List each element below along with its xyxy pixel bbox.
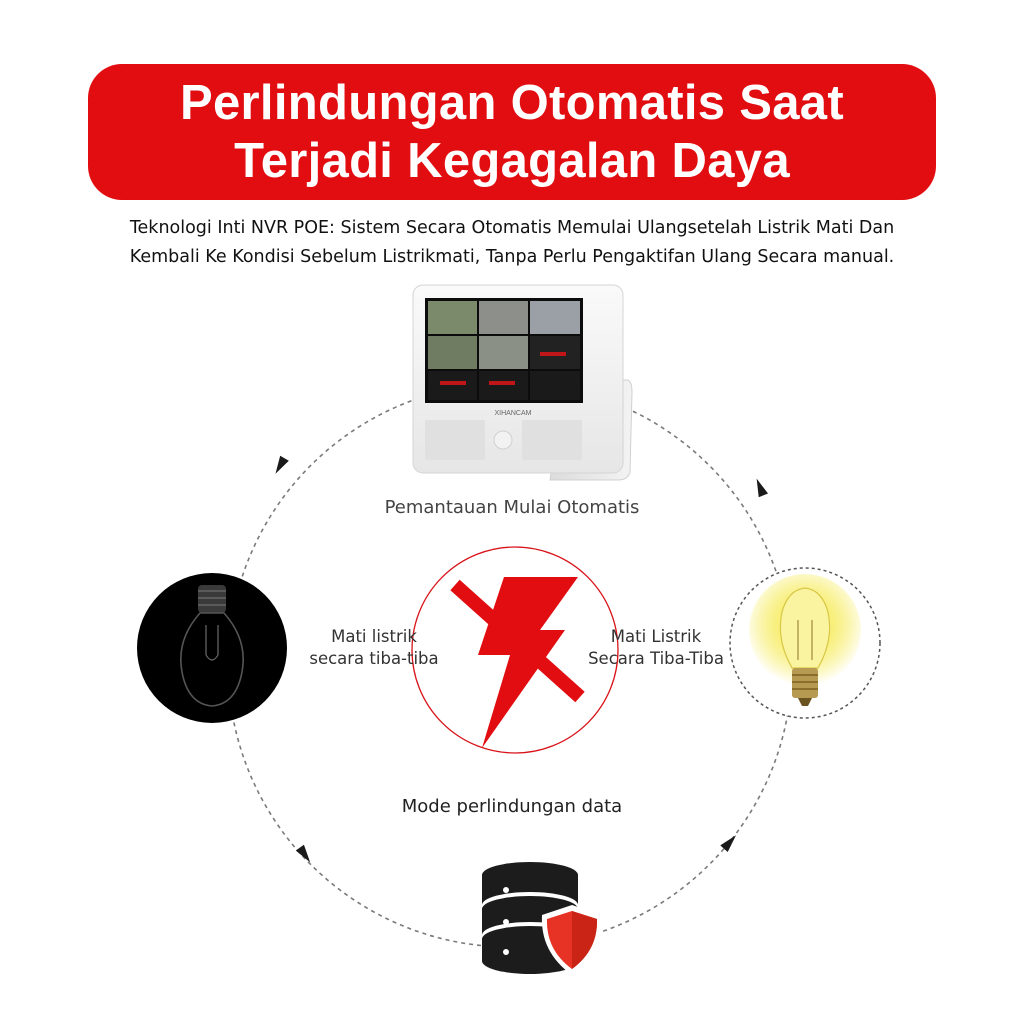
label-monitoring-auto-start: Pemantauan Mulai Otomatis — [384, 497, 640, 518]
label-power-outage-right — [568, 626, 744, 670]
device-brand: XIHANCAM — [494, 410, 532, 417]
arrow-bottom-left-icon — [296, 845, 315, 865]
label-right-line-1: Mati Listrik — [610, 627, 702, 646]
nvr-monitor-device — [413, 285, 632, 480]
light-bulb-off-icon — [137, 573, 287, 723]
arrow-top-left-icon — [271, 456, 289, 477]
label-left-line-1: Mati listrik — [331, 627, 417, 646]
light-bulb-on-icon — [730, 568, 880, 718]
arrow-top-right-icon — [752, 477, 768, 497]
title-line-2: Terjadi Kegagalan Daya — [234, 134, 790, 188]
label-left-line-2: secara tiba-tiba — [309, 649, 439, 668]
label-right-line-2: Secara Tiba-Tiba — [588, 649, 724, 668]
label-power-outage-left — [284, 626, 464, 670]
description-line-1: Teknologi Inti NVR POE: Sistem Secara Otomatis Memulai Ulangsetelah Listrik Mati Dan — [129, 218, 895, 238]
title-line-1: Perlindungan Otomatis Saat — [180, 76, 844, 130]
description-line-2: Kembali Ke Kondisi Sebelum Listrikmati, Tanpa Perlu Pengaktifan Ulang Secara manual. — [129, 247, 895, 267]
database-shield-icon — [482, 862, 602, 975]
label-data-protection-mode: Mode perlindungan data — [401, 796, 623, 817]
